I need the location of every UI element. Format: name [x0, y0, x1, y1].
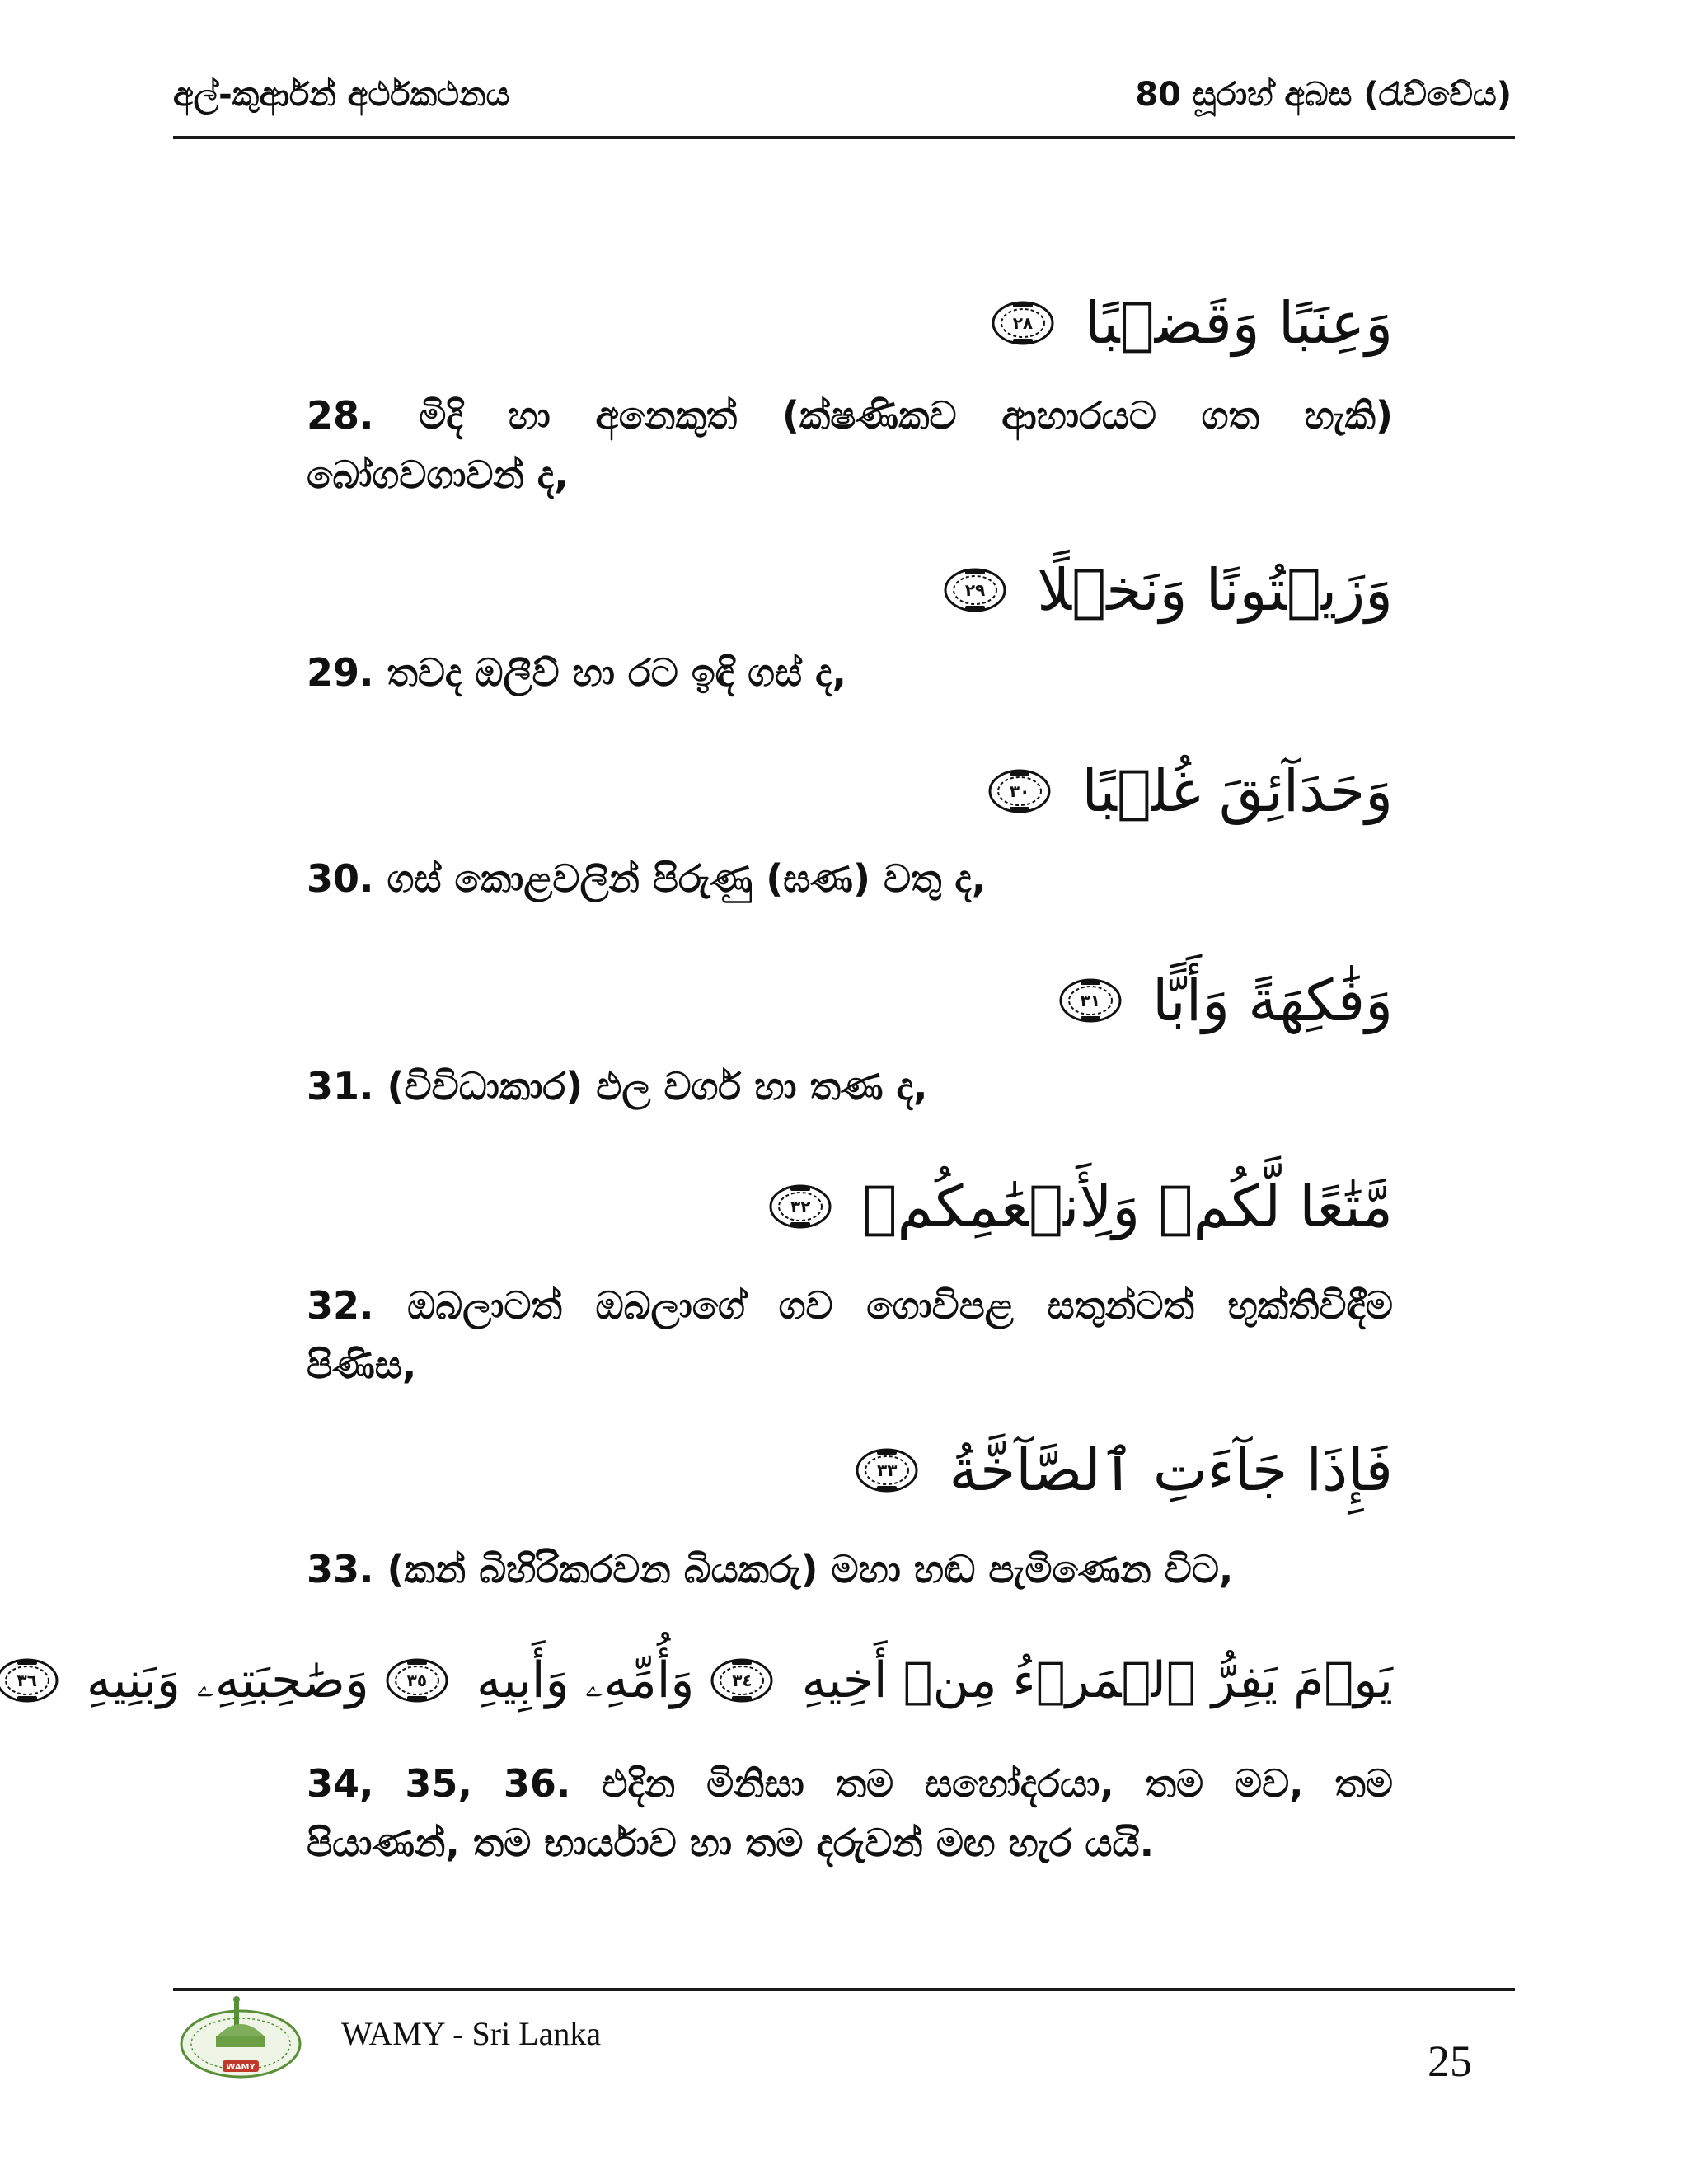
ayah-end-marker-icon [991, 300, 1055, 346]
logo-text: WAMY [226, 2063, 256, 2072]
ayah-number: ٣٦ [16, 1671, 37, 1691]
running-title: අල්-කුර්ආන් අර්ථකථනය [173, 76, 510, 114]
ayah-number: ٢٩ [964, 579, 986, 600]
ayah-end-marker-icon [855, 1447, 919, 1493]
ayah-number: ٣٠ [1009, 780, 1030, 801]
surah-title: 80 සූරාහ් අබස (රැව්වේය) [1135, 76, 1512, 114]
ayah-end-marker-icon [710, 1657, 774, 1704]
arabic-verse-34-36 [0, 1652, 1393, 1710]
translation-28: 28. මිදි හා අනෙකුත් (ක්ෂණිකව ආහාරයට ගත හැකි) බෝගවගාවන් ද, [307, 393, 1393, 497]
ayah-end-marker-icon [943, 567, 1007, 613]
footer-divider [173, 1988, 1515, 1991]
arabic-verse-29 [943, 555, 1393, 624]
header-divider [173, 136, 1515, 139]
arabic-verse-33 [855, 1436, 1393, 1504]
arabic-text-34: يَوۡمَ يَفِرُّ ٱلۡمَرۡءُ مِنۡ أَخِيهِ [801, 1652, 1393, 1710]
ayah-end-marker-icon [385, 1657, 449, 1704]
ayah-end-marker-icon [768, 1183, 832, 1230]
translation-31: 31. (විවිධාකාර) ඵල වර්ග හා තණ ද, [307, 1064, 928, 1108]
arabic-text: مَّتَٰعًا لَّكُمۡ وَلِأَنۡعَٰمِكُمۡ [862, 1172, 1393, 1240]
ayah-number: ٣٣ [877, 1460, 898, 1480]
ayah-number: ٢٨ [1012, 312, 1034, 333]
arabic-text-36: وَصَٰحِبَتِهِۦ وَبَنِيهِ [86, 1652, 369, 1710]
ayah-end-marker-icon [0, 1657, 59, 1704]
ayah-end-marker-icon [1058, 977, 1123, 1024]
arabic-text: وَعِنَبًا وَقَضۡبًا [1085, 288, 1393, 357]
arabic-text: وَفَٰكِهَةً وَأَبًّا [1151, 966, 1393, 1034]
arabic-verse-30 [987, 757, 1393, 825]
wamy-logo-icon [176, 1993, 305, 2083]
arabic-text-35: وَأُمِّهِۦ وَأَبِيهِ [476, 1652, 695, 1710]
organization-name: WAMY - Sri Lanka [341, 2015, 602, 2052]
page-number: 25 [1428, 2036, 1472, 2086]
arabic-verse-32 [768, 1172, 1393, 1240]
ayah-number: ٣٢ [790, 1196, 811, 1216]
ayah-number: ٣١ [1080, 990, 1100, 1010]
translation-32: 32. ඔබලාටත් ඔබලාගේ ගව ගොවිපළ සතුන්ටත් භුක්තිවිඳීම පිණිස, [307, 1283, 1393, 1387]
arabic-text: فَإِذَا جَآءَتِ ٱلصَّآخَّةُ [949, 1436, 1393, 1504]
arabic-verse-31 [1058, 966, 1393, 1034]
translation-33: 33. (කන් බිහිරිකරවන බියකරු) මහා හඬ පැමිණෙන විට, [307, 1547, 1234, 1591]
arabic-text: وَحَدَآئِقَ غُلۡبًا [1081, 757, 1393, 825]
arabic-verse-28 [991, 288, 1393, 357]
arabic-text: وَزَيۡتُونًا وَنَخۡلًا [1037, 555, 1393, 624]
translation-34-36: 34, 35, 36. එදින මිනිසා තම සහෝදරයා, තම මව, තම පියාණන්, තම භාර්යාව හා තම දරුවන් මඟ හැර යයි. [307, 1761, 1393, 1865]
ayah-end-marker-icon [987, 768, 1052, 814]
translation-29: 29. තවද ඔලීව් හා රට ඉඳි ගස් ද, [307, 650, 847, 695]
translation-30: 30. ගස් කොළවලින් පිරුණු (ඝණ) වතු ද, [307, 856, 987, 901]
ayah-number: ٣٥ [406, 1671, 428, 1691]
ayah-number: ٣٤ [732, 1671, 753, 1691]
